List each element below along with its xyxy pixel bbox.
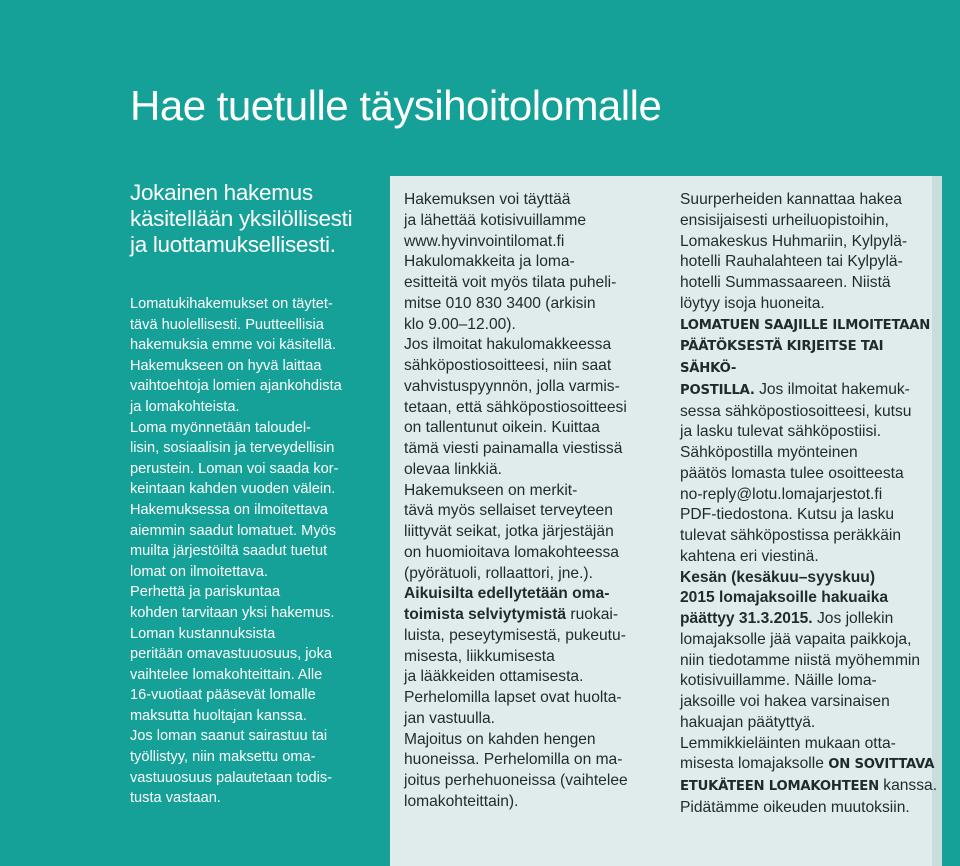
deadline-details: Jos jollekin lomajaksolle jää vapaita paikkoja, niin tiedotamme niistä myöhemmin kotisivuillamme. Näille loma- jaksoille voi hakea varsinaisen hakuajan päätyttyä. xyxy=(680,610,921,731)
left-paragraph-2: Hakemukseen on hyvä laittaa vaihtoehtoja lomien ajankohdista ja lomakohteista. xyxy=(130,357,342,415)
middle-paragraph-1: Hakemuksen voi täyttää ja lähettää kotisivuillamme www.hyvinvointilomat.fi xyxy=(404,191,587,250)
right-paragraph-5 xyxy=(680,734,942,819)
intro-text: Jokainen hakemus käsitellään yksilöllisesti ja luottamuksellisesti. xyxy=(130,180,353,257)
left-paragraph-4: Perhettä ja pariskuntaa kohden tarvitaan yksi hakemus. xyxy=(130,584,335,621)
middle-paragraph-3: Jos ilmoitat hakulomakkeessa sähköpostiosoitteesi, niin saat vahvistuspyynnön, jolla varmis- tetaan, että sähköpostiosoitteesi on tallentunut oikein. Kuittaa tämä viesti painamalla viestissä olevaa linkkiä. xyxy=(404,336,627,478)
decision-notice-text: Jos ilmoitat hakemuk- sessa sähköpostiosoitteesi, kutsu ja lasku tulevat sähköpostiisi. xyxy=(680,380,912,441)
self-care-details: ruokai- luista, peseytymisestä, pukeutu- misesta, liikkumisesta ja lääkkeiden ottamisesta. Perhelomilla lapset ovat huolta- jan vastuulla. xyxy=(404,606,626,727)
left-paragraph-3: Loma myönnetään taloudel- lisin, sosiaalisin ja terveydellisin perustein. Loman voi saada kor- keintaan kahden vuoden välein. Hakemuksessa on ilmoitettava aiemmin saadut lomatuet. Myös muilta järjestöiltä saadut tuetut lomat on ilmoitettava. xyxy=(130,419,339,580)
middle-paragraph-6: Majoitus on kahden hengen huoneissa. Perhelomilla on ma- joitus perhehuoneissa (vaihtelee lomakohteittain). xyxy=(404,730,628,810)
right-paragraph-2 xyxy=(680,315,942,444)
middle-paragraph-2: Hakulomakkeita ja loma- esitteitä voit myös tilata puheli- mitse 010 830 3400 (arkisin klo 9.00–12.00). xyxy=(404,253,617,333)
decision-notice-heading: LOMATUEN SAAJILLE ILMOITETAAN PÄÄTÖKSESTÄ KIRJEITSE TAI SÄHKÖ- POSTILLA. xyxy=(680,317,931,398)
right-column xyxy=(680,190,942,819)
application-deadline: Kesän (kesäkuu–syyskuu) 2015 lomajaksoille hakuaika päättyy 31.3.2015. xyxy=(680,568,889,627)
right-paragraph-4 xyxy=(680,568,942,734)
middle-paragraph-4: Hakemukseen on merkit- tävä myös sellaiset terveyteen liittyvät seikat, jotka järjestäjän on huomioitava lomakohteessa (pyörätuoli, rollaattori, jne.). xyxy=(404,481,619,582)
info-panel xyxy=(390,176,942,866)
page-title: Hae tuetulle täysihoitolomalle xyxy=(130,82,662,129)
middle-column xyxy=(404,190,666,813)
intro-block xyxy=(130,180,380,258)
left-paragraph-5: Loman kustannuksista peritään omavastuuosuus, joka vaihtelee lomakohteittain. Alle 16-vuotiaat pääsevät lomalle maksutta huoltajan kanssa. Jos loman saanut sairastuu tai työllistyy, niin maksettu oma- vastuuosuus palautetaan todis- tusta vastaan. xyxy=(130,625,333,807)
pets-text-b: kanssa. Pidätämme oikeuden muutoksiin. xyxy=(680,777,938,816)
middle-paragraph-5 xyxy=(404,584,666,729)
right-paragraph-1: Suurperheiden kannattaa hakea ensisijaisesti urheiluopistoihin, Lomakeskus Huhmariin, Kylpylä- hotelli Rauhalahteen tai Kylpylä- hotelli Summassaareen. Niistä löytyy isoja huoneita. xyxy=(680,191,908,312)
left-paragraph-1: Lomatukihakemukset on täytet- tävä huolellisesti. Puutteellisia hakemuksia emme voi käsitellä. xyxy=(130,296,337,354)
right-paragraph-3: Sähköpostilla myönteinen päätös lomasta tulee osoitteesta no-reply@lotu.lomajarjestot.fi PDF-tiedostona. Kutsu ja lasku tulevat sähköpostissa peräkkäin kahtena eri viestinä. xyxy=(680,444,904,565)
pets-text-a: Lemmikkieläinten mukaan otta- misesta lomajaksolle xyxy=(680,734,896,773)
pets-agreement-emphasis: ON SOVITTAVA ETUKÄTEEN LOMAKOHTEEN xyxy=(680,757,935,794)
left-column xyxy=(130,294,380,809)
self-care-requirement: Aikuisilta edellytetään oma- toimista selviytymistä xyxy=(404,585,610,623)
